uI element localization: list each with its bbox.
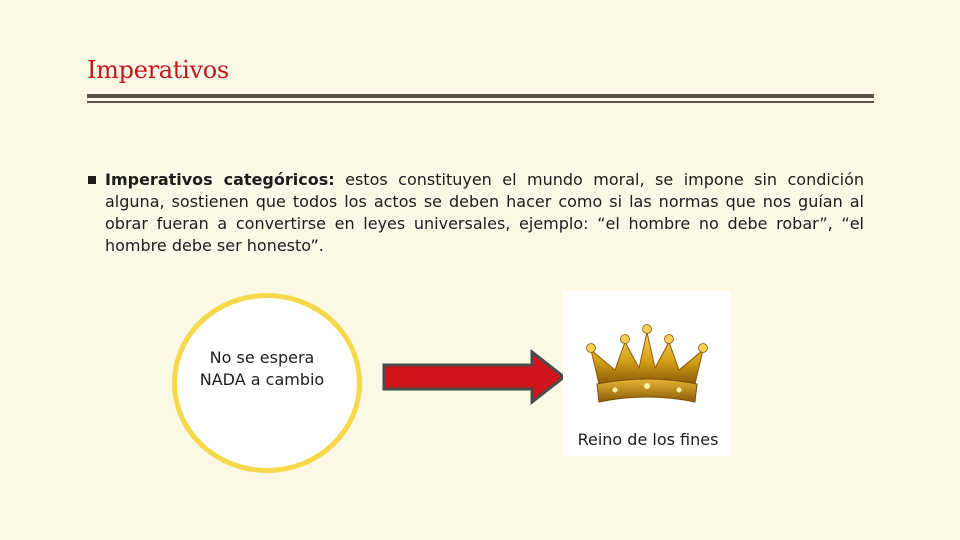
- title-divider-thick: [87, 94, 874, 98]
- bullet-term: Imperativos categóricos:: [105, 170, 335, 189]
- bullet-text: [105, 169, 864, 257]
- bullet-square-icon: [88, 176, 96, 184]
- crown-caption: Reino de los fines: [577, 430, 719, 449]
- right-arrow-icon: [382, 349, 568, 405]
- bullet-item: [88, 169, 864, 257]
- circle-text: No se espera NADA a cambio: [199, 348, 325, 389]
- crown-icon: [585, 324, 709, 410]
- slide-title: Imperativos: [87, 56, 229, 84]
- title-divider-thin: [87, 101, 874, 103]
- bullet-description: estos constituyen el mundo moral, se impone sin condición alguna, sostienen que todos los actos se deben hacer como si las normas que nos guían al obrar fueran a convertirse en leyes universales, ejemplo: “el hombre no debe robar”, “el hombre debe ser honesto”.: [105, 170, 865, 255]
